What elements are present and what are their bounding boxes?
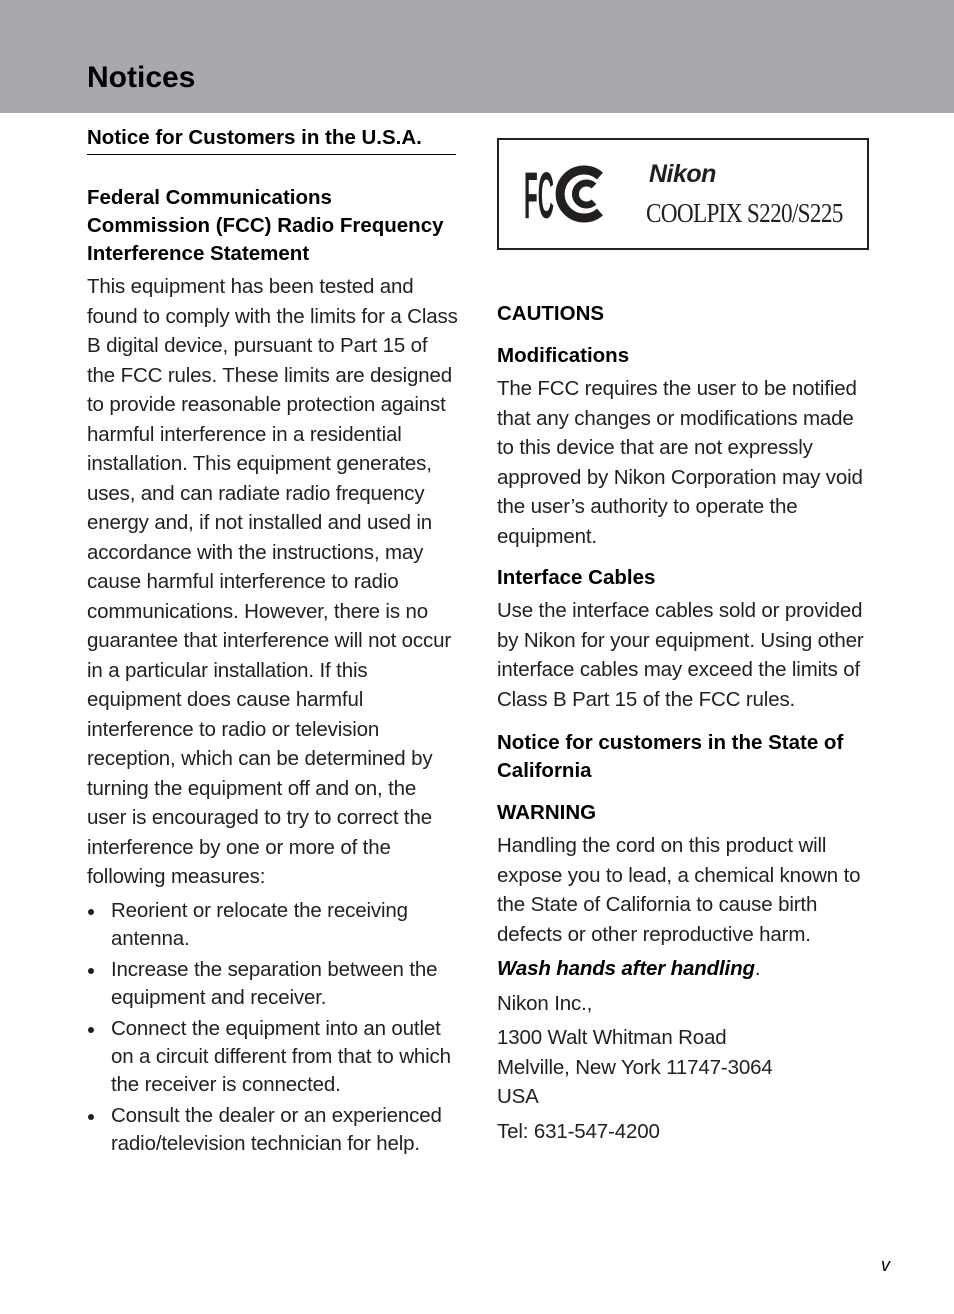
fcc-logo-icon — [524, 164, 606, 224]
left-column — [87, 122, 459, 1161]
address-line-2: Melville, New York 11747-3064 — [497, 1055, 773, 1079]
measures-list — [87, 897, 459, 1158]
modifications-body: The FCC requires the user to be notified that any changes or modifications made to this device that are not expressly approved by Nikon Corporation may void the user’s authority to operate the equipment. — [497, 377, 863, 548]
company-name: Nikon Inc., — [497, 991, 593, 1015]
fcc-statement-body: This equipment has been tested and found to comply with the limits for a Class B digital device, pursuant to Part 15 of the FCC rules. These limits are designed to provide reasonable protection against harmful interference in a residential installation. This equipment generates, uses, and can radiate radio frequency energy and, if not installed and used in accordance with the instructions, may cause harmful interference to radio communications. However, there is no guarantee that interference will not occur in a particular installation. If this equipment does cause harmful interference to radio or television reception, which can be determined by turning the equipment off and on, the user is encouraged to try to correct the interference by one or more of the following measures: — [87, 275, 458, 888]
page-title: Notices — [87, 61, 196, 94]
section-title-usa: Notice for Customers in the U.S.A. — [87, 124, 456, 155]
list-item: Consult the dealer or an experienced radio/television technician for help. — [87, 1102, 459, 1158]
fcc-statement-heading: Federal Communications Commission (FCC) Radio Frequency Interference Statement — [87, 186, 444, 265]
wash-hands-suffix: . — [754, 957, 761, 980]
wash-hands-line — [497, 954, 869, 984]
interface-cables-body: Use the interface cables sold or provided by Nikon for your equipment. Using other interface cables may exceed the limits of Class B Part 15 of the FCC rules. — [497, 599, 864, 711]
list-item: Increase the separation between the equipment and receiver. — [87, 956, 459, 1012]
wash-hands-text: Wash hands after handling — [497, 957, 755, 980]
cautions-heading: CAUTIONS — [497, 302, 605, 325]
model-name: COOLPIX S220/S225 — [646, 198, 843, 228]
nikon-logo: Nikon — [649, 160, 716, 188]
interface-cables-heading: Interface Cables — [497, 566, 656, 589]
warning-heading: WARNING — [497, 801, 597, 824]
warning-body: Handling the cord on this product will expose you to lead, a chemical known to the State of California to cause birth defects or other reproductive harm. — [497, 834, 861, 946]
svg-text:FC: FC — [524, 164, 554, 224]
right-column — [497, 138, 869, 1146]
list-item: Reorient or relocate the receiving antenna. — [87, 897, 459, 953]
list-item: Connect the equipment into an outlet on a circuit different from that to which the receiver is connected. — [87, 1015, 459, 1099]
california-heading: Notice for customers in the State of California — [497, 731, 844, 782]
fcc-label-box — [497, 138, 869, 250]
address-line-3: USA — [497, 1085, 539, 1108]
modifications-heading: Modifications — [497, 344, 630, 367]
address-line-1: 1300 Walt Whitman Road — [497, 1026, 727, 1049]
telephone: Tel: 631-547-4200 — [497, 1119, 660, 1143]
page-number: v — [881, 1255, 890, 1275]
